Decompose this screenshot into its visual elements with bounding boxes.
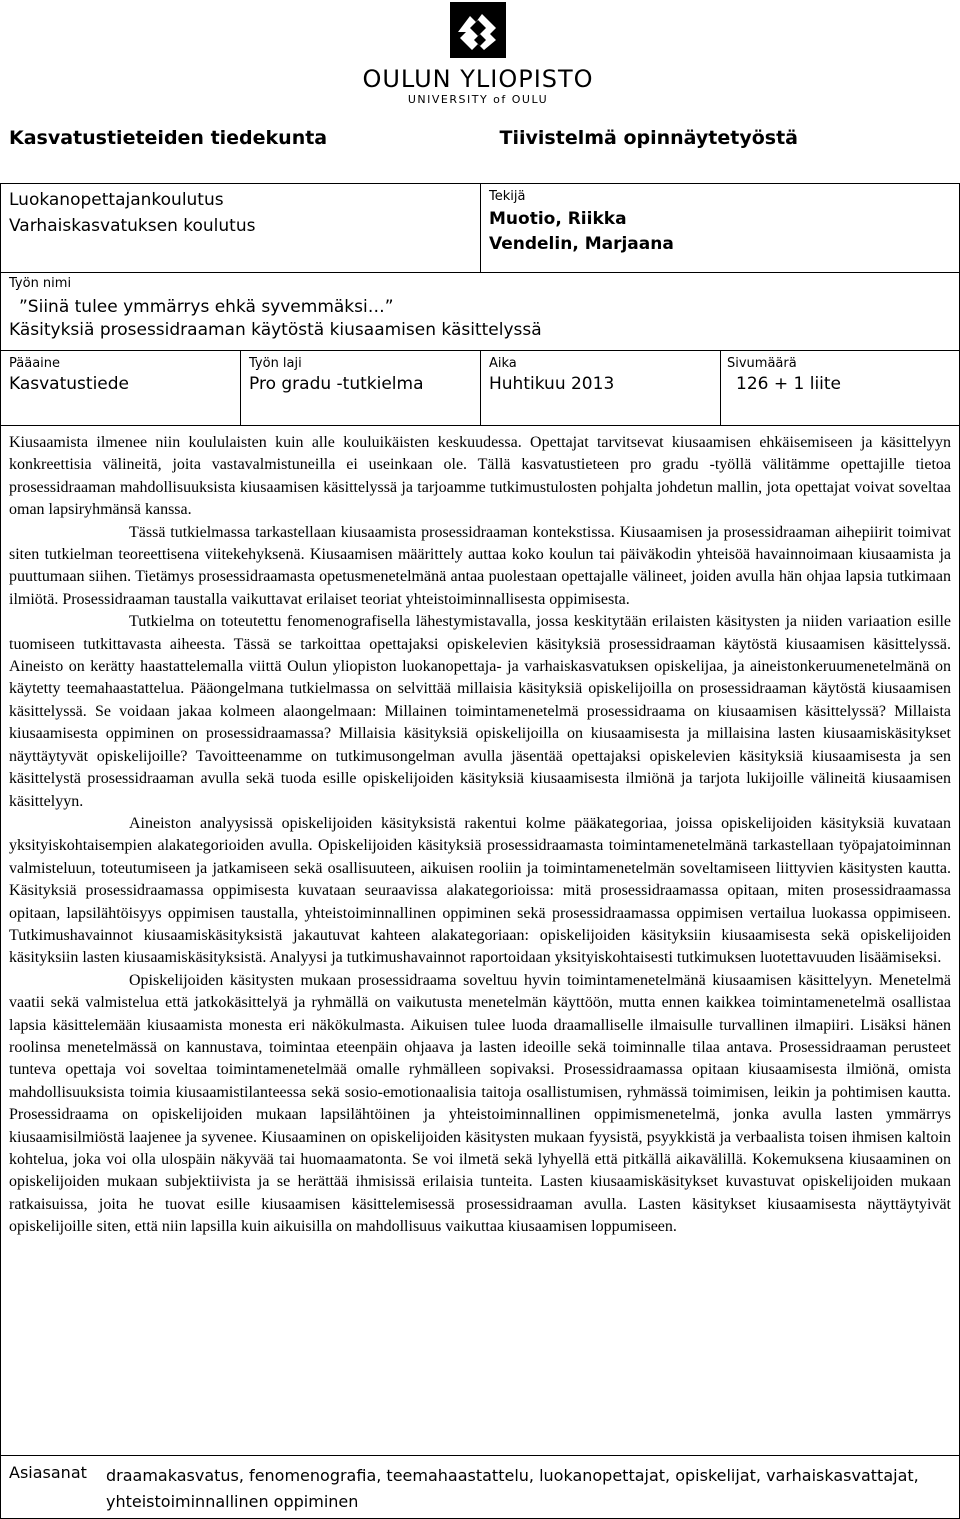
- program-2: Varhaiskasvatuksen koulutus: [9, 216, 256, 236]
- table-divider-1: [240, 350, 241, 425]
- table-border-keywords: [0, 1455, 960, 1456]
- page-count-label: Sivumäärä: [727, 356, 797, 371]
- table-divider-2: [480, 350, 481, 425]
- keywords-list: draamakasvatus, fenomenografia, teemahaastattelu, luokanopettajat, opiskelijat, varhaiskasvattajat, yhteistoiminnallinen oppiminen: [106, 1466, 919, 1511]
- university-name: OULUN YLIOPISTO: [362, 65, 594, 93]
- work-title-subtitle: Käsityksiä prosessidraaman käytöstä kiusaamisen käsittelyssä: [9, 320, 542, 340]
- work-title-quote: ”Siinä tulee ymmärrys ehkä syvemmäksi…”: [19, 297, 394, 317]
- program-1: Luokanopettajankoulutus: [9, 190, 224, 210]
- document-type: Tiivistelmä opinnäytetyöstä: [499, 127, 798, 149]
- table-border-left: [0, 183, 1, 1519]
- table-divider-3: [720, 350, 721, 425]
- abstract-text: [9, 432, 951, 1239]
- university-emblem-icon: [450, 2, 506, 58]
- table-border-abstract: [0, 425, 960, 426]
- degree-programs: [9, 187, 255, 239]
- abstract-paragraph-4: Aineiston analyysissä opiskelijoiden käsityksistä rakentui kolme pääkategoriaa, joissa opiskelijoiden käsityksiä kuvataan yksityiskohtaisempien alakategorioiden avulla. Opiskelijoiden käsityksiä prosessidraamasta toimintamenetelmänä tarkastellaan työpajatoiminnan valmisteluun, toteutumiseen ja jatkamiseen sekä osallisuuteen, aikuisen rooliin ja toimintamenetelmän soveltamiseen liittyvien käsitysten kautta. Käsityksiä prosessidraamassa oppimisesta kuvataan seuraavissa alakategorioissa: mitä prosessidraamassa opitaan, miten prosessidraamassa opitaan, lapsilähtöisyys oppimisen taustalla, yhteistoiminnallinen oppiminen sekä prosessidraamassa oppimisen vertailua luokassa oppimiseen. Tutkimushavainnot kiusaamiskäsityksistä jakautuvat kahteen alakategoriaan: opiskelijoiden käsityksiin kiusaamisesta sekä opiskelijoiden käsityksiin lasten kiusaamiskäsityksistä. Analyysi ja tutkimushavainnot raportoidaan yksityiskohtaisesti tutkimuksen luotettavuuden lisäämiseksi.: [9, 814, 951, 967]
- page-count-value: 126 + 1 liite: [736, 374, 842, 394]
- major-value: Kasvatustiede: [9, 374, 129, 394]
- abstract-paragraph-5: Opiskelijoiden käsitysten mukaan prosessidraama soveltuu hyvin toimintamenetelmänä kiusaamisen käsittelyyn. Menetelmä vaatii sekä valmistelua että jatkokäsittelyä ja ryhmällä on vaikutusta menetelmän käyttöön, mutta ennen kaikkea toimintamenetelmä osallistaa lapsia käsittelemään kiusaamista monesta eri näkökulmasta. Aikuisen tulee luoda draamalliselle ilmaisulle turvallinen ilmapiiri. Lisäksi hänen roolinsa menetelmässä on kannustava, toimintaa eteenpäin ohjaava ja lasten ideoille sekä toiminnalle tilaa antava. Prosessidraaman perusteet tunteva opettaja voi soveltaa toimintamenetelmää omalle ryhmälleen sopivaksi. Prosessidraamassa opitaan kiusaamisesta ilmiönä, omista mahdollisuuksista toimia kiusaamistilanteessa sekä sosio-emotionaalisia taitoja osallistumisen, ryhmässä toimimisen, leikin ja pohtimisen kautta. Prosessidraama on opiskelijoiden mukaan lapsilähtöinen ja yhteistoiminnallinen oppimismenetelmä, jonka avulla lasten ymmärrys kiusaamisilmiöstä laajenee ja syvenee. Kiusaaminen on opiskelijoiden käsitysten mukaan fyysistä, psyykkistä ja verbaalista toisen ihmisen kaltoin kohtelua, joka voi olla ulospäin näkyvää tai huomaamatonta. Se voi ilmetä sekä lyhyellä että pitkällä aikavälillä. Kokemuksena kiusaaminen on opiskelijoiden mukaan subjektiivista ja se herättää ihmisissä erilaisia tunteita. Lasten kiusaamiskäsitykset kuvastuvat opiskelijoiden mukaan ratkaisuissa, joita he tuovat esille kiusaamisen käsittelemisessä prosessidraaman avulla. Lasten käsitykset kiusaamisesta näyttäytyivät opiskelijoille siten, että niin lapsilla kuin aikuisilla on mahdollisuus vaikuttaa kiusaamisen loppumiseen.: [9, 971, 951, 1236]
- author-name-1: Muotio, Riikka: [489, 209, 627, 229]
- work-title-label: Työn nimi: [9, 276, 72, 291]
- date-value: Huhtikuu 2013: [489, 374, 615, 394]
- date-label: Aika: [489, 356, 517, 371]
- abstract-paragraph-3: Tutkielma on toteutettu fenomenografisella lähestymistavalla, jossa keskitytään erilaisten käsitysten ja niiden variaation esille tuomiseen tutkittavasta aiheesta. Tässä se tarkoittaa opettajaksi opiskelevien käsityksiä prosessidraaman käytöstä kiusaamisen käsittelyssä. Aineisto on kerätty haastattelemalla viittä Oulun yliopiston luokanopettaja- ja varhaiskasvatuksen opiskelijaa, ja aineistonkeruumenetelmänä on käytetty teemahaastattelua. Pääongelmana tutkielmassa on selvittää millaisia käsityksiä opiskelijoilla on prosessidraaman käytöstä kiusaamisen käsittelyssä. Se voidaan jakaa kolmeen alaongelmaan: Millainen toimintamenetelmä prosessidraama on kiusaamisen käsittelyssä? Millaista kiusaamisesta oppiminen on prosessidraamassa? Millaisia käsityksiä opiskelijoilla on kiusaamisesta ja millaisina lasten kiusaamiskäsitykset näyttäytyvät opiskelijoille? Tavoitteenamme on tutkimusongelman avulla jäsentää opettajaksi opiskelevien käsityksiä kiusaamisesta ja sen käsittelystä prosessidraaman avulla sekä tuoda esille opiskelijoiden käsityksiä kiusaamisesta ilmiönä ja tarjota lukijoille välineitä kiusaamisen käsittelyyn.: [9, 613, 951, 810]
- author-label: Tekijä: [489, 189, 526, 204]
- abstract-paragraph-1: Kiusaamista ilmenee niin koululaisten kuin alle kouluikäisten keskuudessa. Opettajat tarvitsevat kiusaamisen ehkäisemiseen ja käsittelyyn konkreettisia välineitä, joita vastavalmistuneilla ei useinkaan ole. Tällä kasvatustieteen pro gradu -työllä välitämme opettajille tietoa prosessidraaman mahdollisuuksista kiusaamisen käsittelyssä ja tarjoamme tutkimustulosten pohjalta johdetun mallin, jota opettajat voivat soveltaa oman lapsiryhmänsä kanssa.: [9, 434, 951, 519]
- table-divider-author: [480, 183, 481, 272]
- work-type-label: Työn laji: [249, 356, 302, 371]
- work-type-value: Pro gradu -tutkielma: [249, 374, 424, 394]
- authors: [489, 207, 674, 257]
- university-name-english: UNIVERSITY of OULU: [407, 93, 549, 106]
- table-border-title: [0, 272, 960, 273]
- major-label: Pääaine: [9, 356, 61, 371]
- abstract-paragraph-2: Tässä tutkielmassa tarkastellaan kiusaamista prosessidraaman kontekstissa. Kiusaamisen ja prosessidraaman aihepiirit toimivat siten tutkielman teoreettisena viitekehyksenä. Kiusaamisen määrittely auttaa koko koulun tai päiväkodin yhteisöä havainnoimaan kiusaamista ja puuttumaan siihen. Tietämys prosessidraamasta opetusmenetelmänä antaa puolestaan opettajalle välineet, joiden avulla hän ohjaa lapsia tutkimaan ilmiötä. Prosessidraaman taustalla vaikuttavat erilaiset teoriat yhteistoiminnallisesta oppimisesta.: [9, 523, 951, 608]
- university-logo: [358, 2, 598, 106]
- keywords-label: Asiasanat: [9, 1463, 87, 1482]
- faculty-name: Kasvatustieteiden tiedekunta: [9, 127, 328, 149]
- author-name-2: Vendelin, Marjaana: [489, 234, 674, 254]
